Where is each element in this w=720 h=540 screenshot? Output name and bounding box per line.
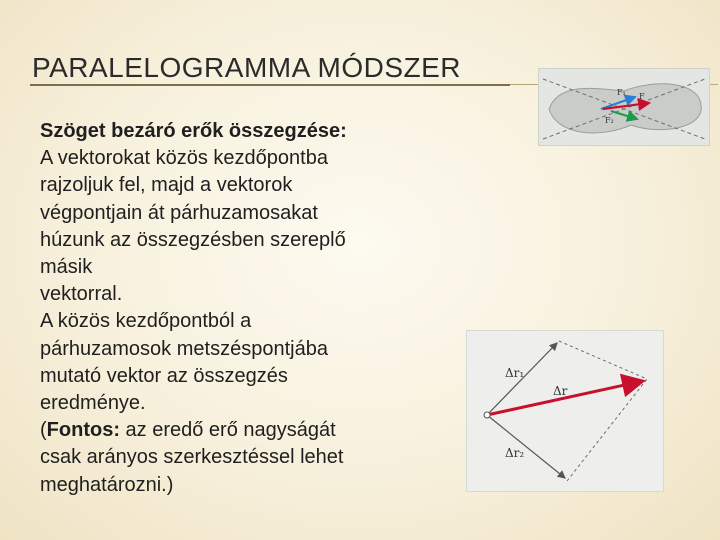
body-line: rajzoljuk fel, majd a vektorok <box>40 174 293 197</box>
body-line: vektorral. <box>40 283 123 306</box>
force-diagram-small-svg <box>539 69 709 145</box>
body-line: A vektorokat közös kezdőpontba <box>40 147 328 170</box>
label-f1: F₁ <box>617 88 626 97</box>
slide-title: PARALELOGRAMMA MÓDSZER <box>32 52 462 83</box>
label-delta-r2: Δr₂ <box>505 446 525 460</box>
dashed-parallel-line <box>559 341 647 379</box>
body-line: másik <box>40 256 93 279</box>
body-line: húzunk az összegzésben szereplő <box>40 228 346 251</box>
body-line: végpontjain át párhuzamosakat <box>40 201 318 224</box>
body-line: mutató vektor az összegzés <box>40 364 288 387</box>
body-line: A közös kezdőpontból a <box>40 310 252 333</box>
note-line <box>40 417 440 444</box>
label-delta-r1: Δr₁ <box>505 366 525 380</box>
slide-body-text <box>40 118 440 499</box>
note-rest: az eredő erő nagyságát <box>119 419 336 442</box>
vector-r2-arrow <box>487 415 565 478</box>
label-f2: F₂ <box>605 116 614 125</box>
parallelogram-diagram <box>466 330 664 492</box>
force-diagram-small <box>538 68 710 146</box>
origin-point <box>484 412 490 418</box>
title-underline-accent <box>30 84 510 86</box>
label-f: F <box>639 92 645 101</box>
note-open-paren: ( <box>40 419 47 442</box>
body-line: eredménye. <box>40 392 146 415</box>
note-line: csak arányos szerkesztéssel lehet <box>40 446 344 469</box>
parallelogram-diagram-svg <box>467 331 663 491</box>
label-delta-r: Δr <box>553 384 568 398</box>
note-line: meghatározni.) <box>40 473 174 496</box>
note-bold-word: Fontos: <box>46 419 120 442</box>
body-line: párhuzamosok metszéspontjába <box>40 337 328 360</box>
body-heading: Szöget bezáró erők összegzése: <box>40 120 347 142</box>
